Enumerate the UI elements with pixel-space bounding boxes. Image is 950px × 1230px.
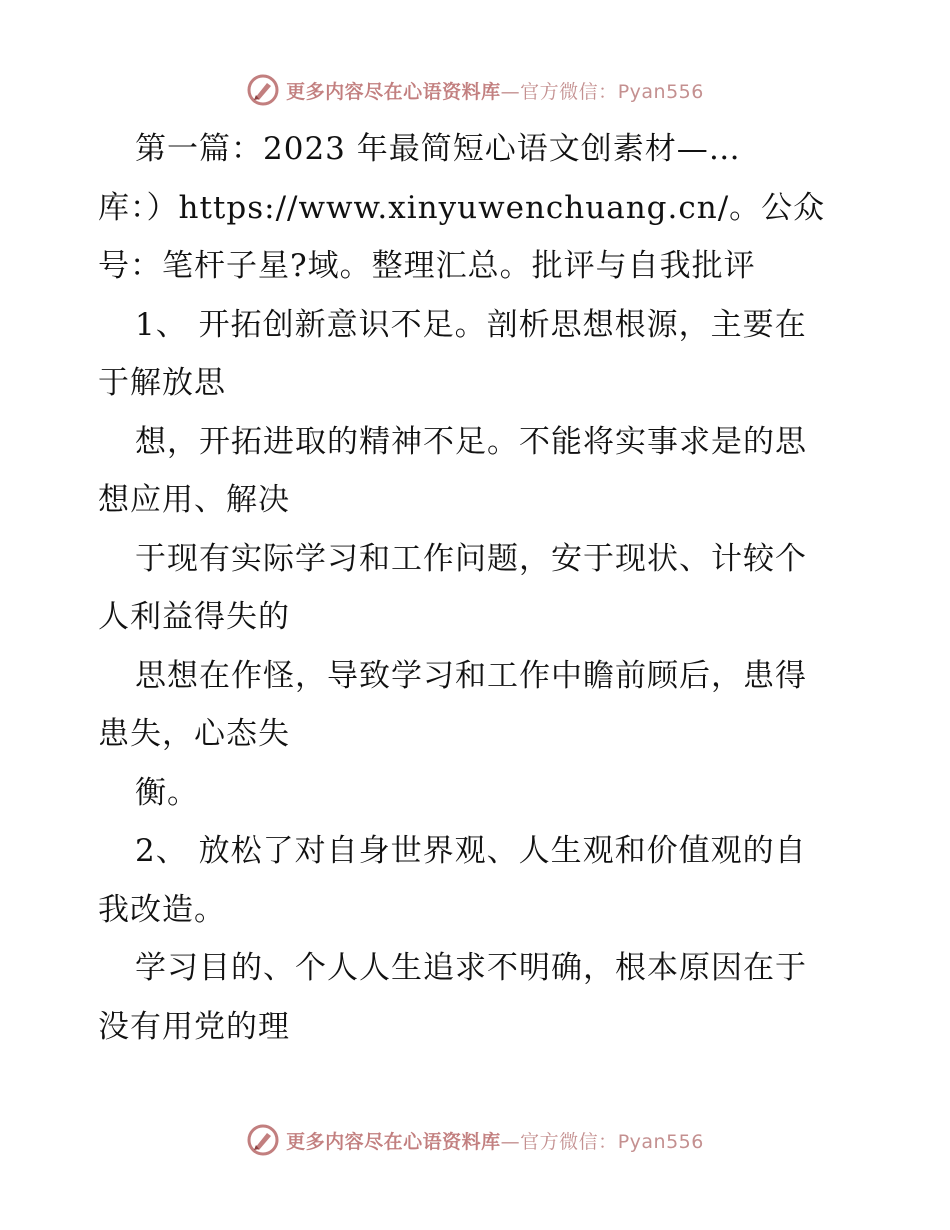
header-watermark [0, 70, 950, 110]
body-line: 库：）https://www.xinyuwenchuang.cn/。公众 [98, 189, 826, 226]
watermark-site-text: 更多内容尽在心语资料库 [286, 1130, 501, 1153]
watermark-wechat-text: 官方微信： [520, 1130, 618, 1153]
body-line: 1、 开拓创新意识不足。剖析思想根源，主要在 [135, 306, 807, 343]
watermark-text [286, 77, 704, 104]
body-line: 思想在作怪，导致学习和工作中瞻前顾后，患得 [135, 657, 807, 694]
body-line: 想应用、解决 [98, 482, 290, 518]
body-line: 学习目的、个人人生追求不明确，根本原因在于 [135, 950, 807, 986]
body-line: 没有用党的理 [98, 1008, 290, 1045]
pen-circle-logo-icon [246, 1123, 280, 1157]
body-line: 第一篇：2023 年最简短心语文创素材—… [135, 131, 741, 167]
body-line: 人利益得失的 [98, 599, 290, 635]
watermark-wechat-id: Pyan556 [617, 80, 704, 103]
body-line: 想，开拓进取的精神不足。不能将实事求是的思 [135, 423, 807, 460]
body-line: 于解放思 [98, 365, 226, 401]
body-line: 我改造。 [98, 891, 226, 928]
body-line: 2、 放松了对自身世界观、人生观和价值观的自 [135, 833, 807, 869]
body-line: 于现有实际学习和工作问题，安于现状、计较个 [135, 540, 807, 577]
watermark-text [286, 1127, 704, 1154]
watermark-site-text: 更多内容尽在心语资料库 [286, 80, 501, 103]
pen-circle-logo-icon [246, 73, 280, 107]
watermark-wechat-text: 官方微信： [520, 80, 618, 103]
watermark-dash: — [500, 80, 521, 103]
document-body [98, 120, 858, 1056]
watermark-dash: — [500, 1130, 521, 1153]
footer-watermark [0, 1120, 950, 1160]
body-line: 患失，心态失 [98, 716, 290, 752]
body-line: 号：笔杆子星?域。整理汇总。批评与自我批评 [98, 248, 756, 284]
body-line: 衡。 [135, 774, 199, 811]
watermark-wechat-id: Pyan556 [617, 1130, 704, 1153]
